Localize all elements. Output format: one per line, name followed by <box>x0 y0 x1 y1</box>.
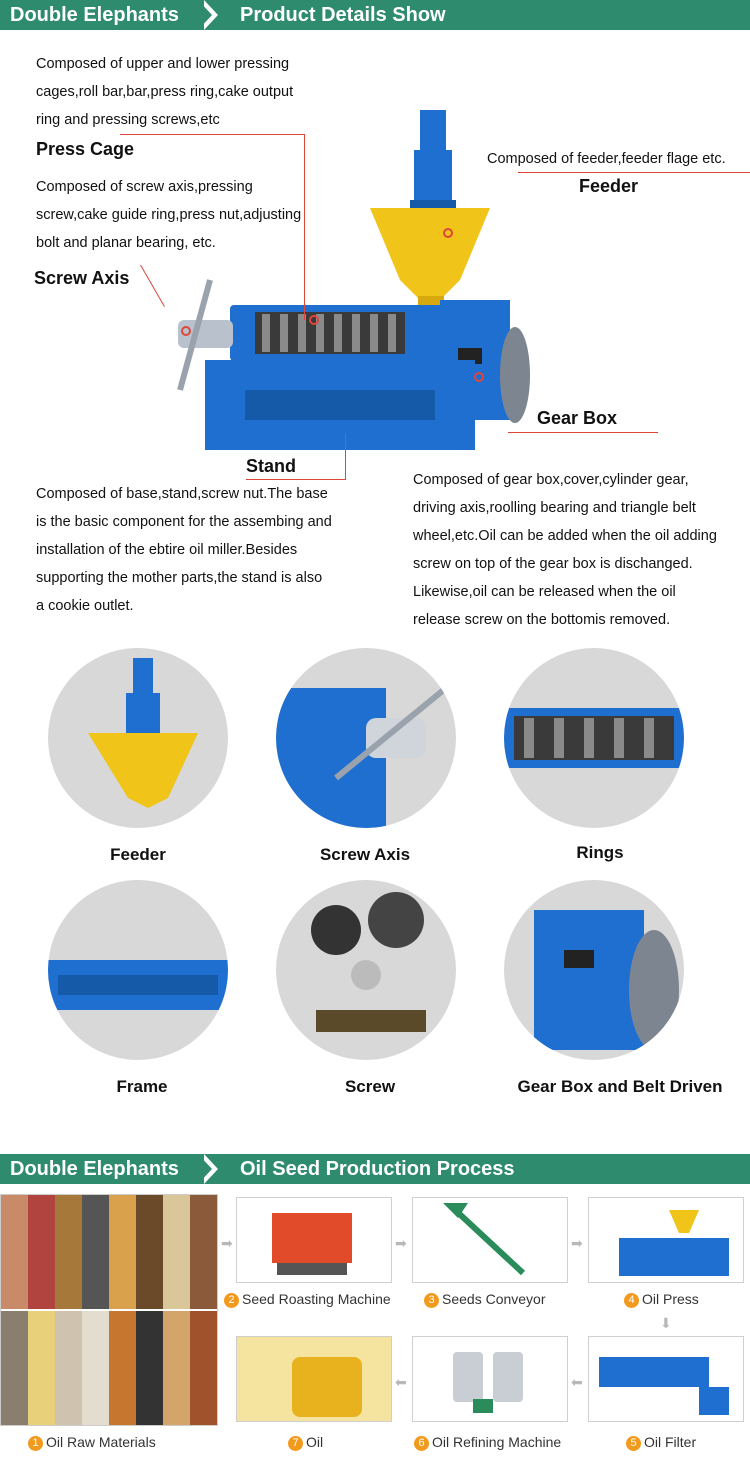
step-number-badge: 7 <box>288 1436 303 1451</box>
chevron-icon <box>198 1154 212 1184</box>
step-number-badge: 4 <box>624 1293 639 1308</box>
feeder-marker <box>443 228 453 238</box>
press-cage-leader <box>304 134 305 320</box>
oil-refining-machine-photo <box>412 1336 568 1422</box>
step-caption: 1 Oil Raw Materials <box>28 1434 156 1451</box>
frame-photo <box>48 880 228 1060</box>
brand-label: Double Elephants <box>0 1154 193 1184</box>
chevron-icon <box>198 0 212 30</box>
feeder-desc: Composed of feeder,feeder flage etc. <box>487 151 726 167</box>
part-title-rings: Rings <box>576 843 624 862</box>
part-title-screw-axis: Screw Axis <box>319 845 411 864</box>
part-title-feeder: Feeder <box>110 845 166 864</box>
banner-production-process <box>0 1154 750 1184</box>
arrow-left-icon: ⬅ <box>571 1374 583 1390</box>
section-title: Oil Seed Production Process <box>240 1158 515 1180</box>
gear-box-leader <box>508 432 658 433</box>
oil-filter-photo <box>588 1336 744 1422</box>
seed-roasting-machine-photo <box>236 1197 392 1283</box>
step-number-badge: 1 <box>28 1436 43 1451</box>
stand-label: Stand <box>246 456 297 476</box>
step-caption: 4 Oil Press <box>624 1291 699 1308</box>
gear-box-belt-photo <box>504 880 684 1060</box>
press-cage-marker <box>309 315 319 325</box>
arrow-right-icon: ➡ <box>571 1235 583 1251</box>
step-caption: 5 Oil Filter <box>626 1434 696 1451</box>
step-caption: 7 Oil <box>288 1434 323 1451</box>
section-title: Product Details Show <box>240 4 446 26</box>
gear-box-marker <box>474 372 484 382</box>
gear-box-desc: Composed of gear box,cover,cylinder gear, driving axis,roolling bearing and triangle belt wheel,etc.Oil can be added when the oil adding screw on top of the gear box is dischanged. Likewise,oil can be released when the oil release screw on the bottomis removed. <box>413 472 717 628</box>
step-number-badge: 2 <box>224 1293 239 1308</box>
feeder-leader <box>518 172 750 173</box>
screw-photo <box>276 880 456 1060</box>
screw-axis-leader <box>140 265 165 307</box>
step-caption: 3 Seeds Conveyor <box>424 1291 546 1308</box>
arrow-down-icon: ⬇ <box>660 1315 672 1331</box>
stand-leader <box>246 479 346 480</box>
press-cage-label: Press Cage <box>36 139 135 159</box>
stand-desc: Composed of base,stand,screw nut.The base is the basic component for the assembing and installation of the ebtire oil miller.Besides supporting the mother parts,the stand is also a cookie outlet. <box>36 486 332 614</box>
press-cage-desc: Composed of upper and lower pressing cages,roll bar,bar,press ring,cake output ring and pressing screws,etc <box>36 56 294 128</box>
feeder-label: Feeder <box>579 176 639 196</box>
screw-axis-marker <box>181 326 191 336</box>
screw-axis-desc: Composed of screw axis,pressing screw,cake guide ring,press nut,adjusting bolt and planar bearing, etc. <box>36 179 302 251</box>
seeds-conveyor-photo <box>412 1197 568 1283</box>
part-title-screw: Screw <box>344 1077 396 1096</box>
banner-product-details <box>0 0 750 30</box>
oil-press-photo <box>588 1197 744 1283</box>
arrow-right-icon: ➡ <box>221 1235 233 1251</box>
gear-box-label: Gear Box <box>537 408 618 428</box>
oil-photo <box>236 1336 392 1422</box>
step-caption: 2 Seed Roasting Machine <box>224 1291 391 1308</box>
step-number-badge: 3 <box>424 1293 439 1308</box>
step-number-badge: 6 <box>414 1436 429 1451</box>
screw-axis-photo <box>276 648 456 828</box>
raw-materials-photo <box>0 1194 218 1426</box>
part-title-frame: Frame <box>116 1077 168 1096</box>
step-number-badge: 5 <box>626 1436 641 1451</box>
feeder-photo <box>48 648 228 828</box>
step-caption: 6 Oil Refining Machine <box>414 1434 561 1451</box>
screw-axis-label: Screw Axis <box>34 268 130 288</box>
rings-photo <box>504 648 684 828</box>
stand-leader <box>345 433 346 480</box>
arrow-right-icon: ➡ <box>395 1235 407 1251</box>
oil-press-machine-illustration <box>170 100 530 460</box>
arrow-left-icon: ⬅ <box>395 1374 407 1390</box>
part-title-gear-box: Gear Box and Belt Driven <box>517 1077 723 1096</box>
press-cage-leader <box>120 134 305 135</box>
brand-label: Double Elephants <box>0 0 193 30</box>
